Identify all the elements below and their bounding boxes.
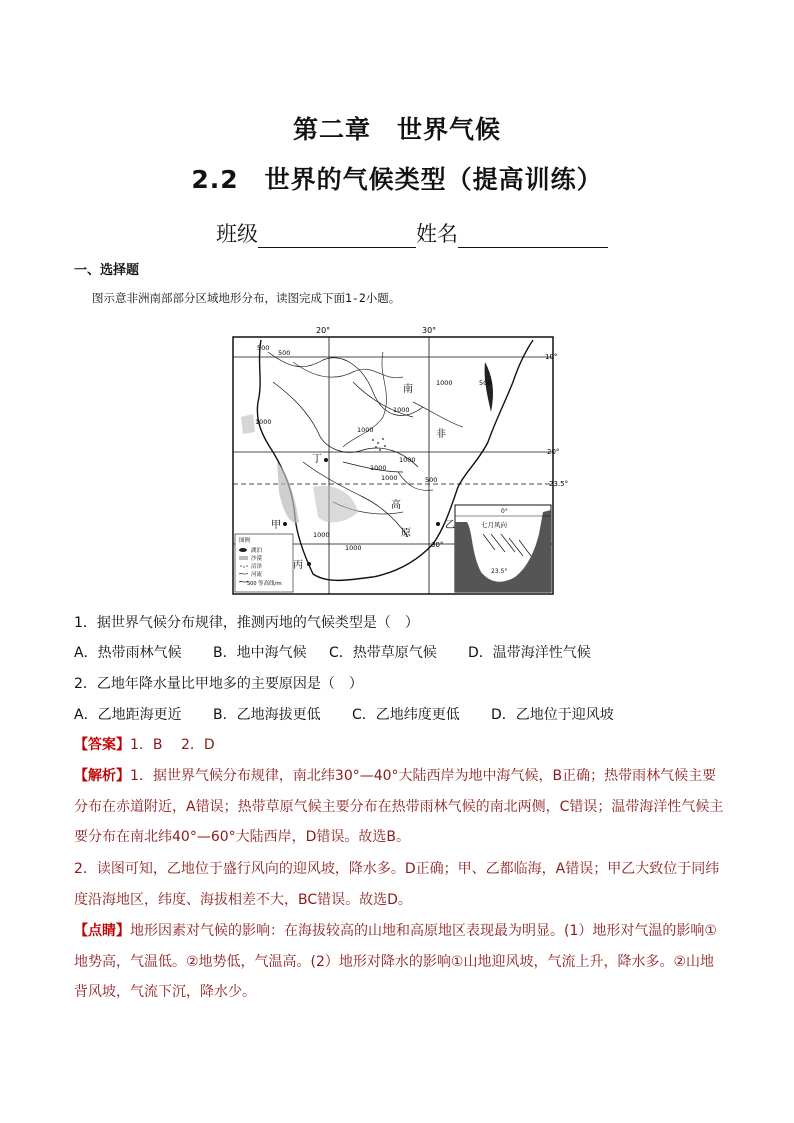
contour-label: 1000	[436, 379, 453, 387]
answer-tag: 【答案】	[74, 737, 130, 753]
question-2-options	[74, 704, 614, 724]
analysis-tag: 【解析】	[74, 768, 130, 784]
question-1-stem: 1．据世界气候分布规律，推测丙地的气候类型是（ ）	[74, 615, 419, 631]
lat-label-30: 30°	[431, 541, 444, 549]
legend-contour: 等高线/m	[258, 581, 282, 587]
contour-label: 1000	[357, 426, 374, 434]
place-label-yi: 乙	[445, 520, 455, 531]
contour-label: 1000	[393, 406, 410, 414]
legend-desert: 沙漠	[251, 556, 263, 562]
contour-label: 500	[257, 344, 270, 352]
place-label-fei: 非	[436, 429, 446, 440]
place-label-bing: 丙	[293, 560, 303, 571]
contour-label: 500	[425, 476, 438, 484]
answer-block	[74, 730, 724, 761]
map-legend	[235, 534, 293, 592]
place-label-ding: 丁	[312, 454, 322, 465]
option-a[interactable]: A．热带雨林气候	[74, 645, 182, 661]
place-label-yuan: 原	[401, 528, 411, 539]
place-label-nan: 南	[403, 384, 413, 395]
answer-text: 1．B 2．D	[130, 737, 215, 753]
place-label-jia: 甲	[271, 520, 281, 531]
class-label: 班级	[216, 222, 258, 246]
contour-label: 1000	[399, 456, 416, 464]
name-label: 姓名	[416, 222, 458, 246]
tip-block	[74, 916, 724, 1008]
analysis-p1: 1．据世界气候分布规律，南北纬30°—40°大陆西岸为地中海气候，B正确；热带雨林气候主要分布在赤道附近，A错误；热带草原气候主要分布在热带雨林气候的南北两侧，C错误；温带海洋性气候主要分布在南北纬40°—60°大陆西岸，D错误。故选B。	[74, 768, 724, 845]
legend-swamp: 沼泽	[251, 564, 263, 570]
tip-text: 地形因素对气候的影响：在海拔较高的山地和高原地区表现最为明显。(1）地形对气温的影响①地势高，气温低。②地势低，气温高。(2）地形对降水的影响①山地迎风坡，气流上升，降水多。②山地背风坡，气流下沉，降水少。	[74, 923, 717, 1000]
student-info-line	[216, 218, 608, 248]
contour-label: 500	[479, 379, 492, 387]
lon-label-20: 20°	[316, 326, 331, 335]
contour-label: 1000	[345, 544, 362, 552]
inset-lat-bottom: 23.5°	[491, 568, 508, 575]
lat-label-23-5: 23.5°	[549, 480, 569, 488]
name-blank[interactable]	[458, 225, 608, 248]
option-a[interactable]: A．乙地距海更近	[74, 707, 182, 723]
contour-label: 500	[278, 349, 291, 357]
lat-label-10: 10°	[545, 353, 558, 361]
contour-label: 1000	[381, 474, 398, 482]
contour-label: 1000	[370, 464, 387, 472]
option-d[interactable]: D．乙地位于迎风坡	[491, 707, 614, 723]
analysis-block-2	[74, 854, 724, 915]
contour-label: 1000	[313, 531, 330, 539]
chapter-title: 第二章 世界气候	[292, 115, 501, 144]
inset-map-july-wind	[455, 505, 551, 592]
place-label-gao: 高	[391, 500, 401, 511]
analysis-p2: 2．读图可知，乙地位于盛行风向的迎风坡，降水多。D正确；甲、乙都临海，A错误；甲乙大致位于同纬度沿海地区，纬度、海拔相差不大，BC错误。故选D。	[74, 861, 720, 908]
analysis-block	[74, 761, 724, 853]
class-blank[interactable]	[258, 225, 416, 248]
option-b[interactable]: B．地中海气候	[213, 645, 307, 661]
inset-lat-top: 0°	[501, 508, 508, 515]
option-d[interactable]: D．温带海洋性气候	[468, 645, 591, 661]
question-2-stem: 2．乙地年降水量比甲地多的主要原因是（ ）	[74, 676, 363, 692]
lon-label-30: 30°	[422, 326, 437, 335]
tip-tag: 【点睛】	[74, 923, 130, 939]
question-1-options	[74, 642, 591, 662]
africa-south-terrain-map	[233, 322, 569, 594]
lat-label-20: 20°	[547, 448, 560, 456]
question-intro: 图示意非洲南部部分区域地形分布，读图完成下面1-2小题。	[92, 291, 401, 305]
inset-label: 七月风向	[481, 521, 507, 529]
contour-label: 1000	[255, 418, 272, 426]
legend-lake: 湖泊	[251, 548, 263, 554]
option-c[interactable]: C．热带草原气候	[329, 645, 437, 661]
option-b[interactable]: B．乙地海拔更低	[213, 707, 321, 723]
page-title: 2.2 世界的气候类型（提高训练）	[191, 165, 603, 194]
legend-title: 图例	[239, 538, 251, 544]
legend-contour-value: 500	[247, 581, 257, 587]
legend-river: 河流	[251, 572, 263, 578]
option-c[interactable]: C．乙地纬度更低	[352, 707, 460, 723]
section-heading: 一、选择题	[74, 263, 140, 278]
